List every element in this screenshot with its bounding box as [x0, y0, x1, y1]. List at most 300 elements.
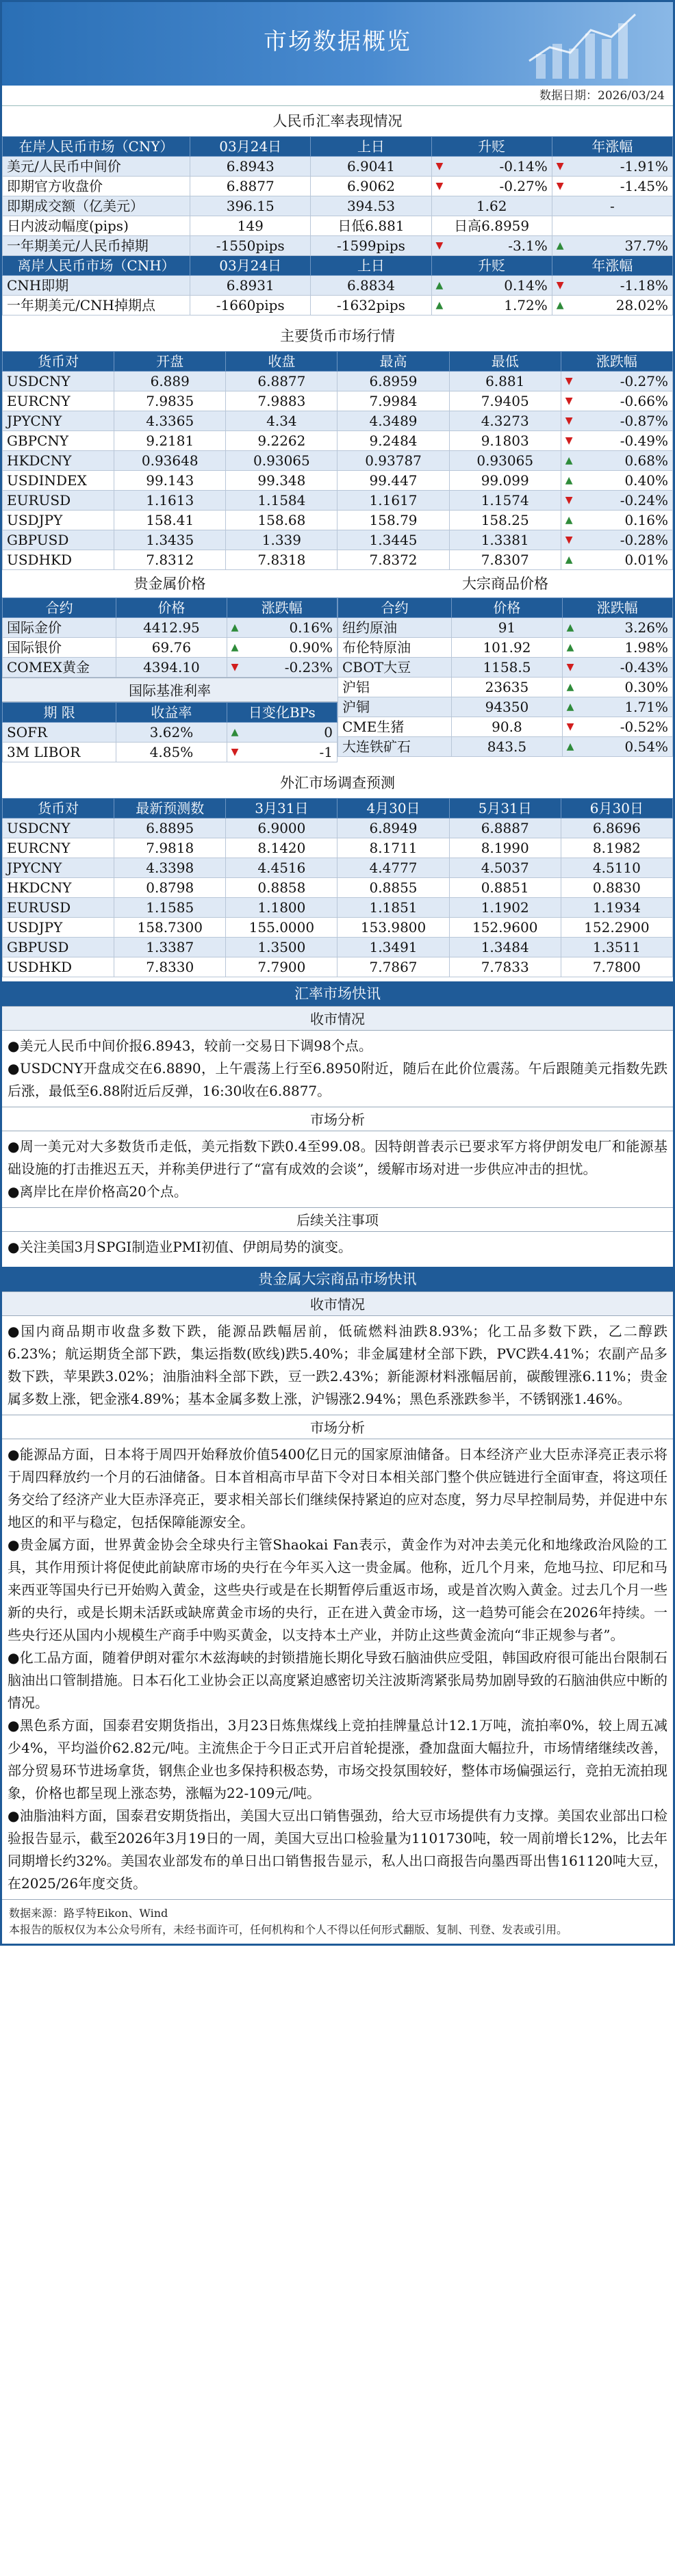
- paragraph: ●油脂油料方面，国泰君安期货指出，美国大豆出口销售强劲，给大豆市场提供有力支撑。美国农业部出口检验报告显示，截至2026年3月19日的一周，美国大豆出口检验量为1101730吨，较一周前增长12%，比去年同期增长约32%。美国农业部发布的单日出口销售报告显示，私人出口商报告向墨西哥出售161120吨大豆，在2025/26年度交货。: [8, 1807, 667, 1892]
- forecast-value: 1.1902: [449, 898, 561, 918]
- change-cell: [562, 697, 672, 717]
- forecast-value: 8.1982: [561, 838, 672, 858]
- change-value: 0.14%: [504, 276, 548, 294]
- change-cell: [552, 177, 672, 196]
- forecast-header-2: 3月31日: [226, 799, 338, 819]
- change-cell: [561, 451, 672, 471]
- up-arrow-icon: ▲: [231, 726, 239, 738]
- fx-open: 9.2181: [114, 431, 226, 451]
- change-value: 0.16%: [289, 619, 333, 636]
- fx-open: 1.1613: [114, 491, 226, 511]
- rmb-prev: -1632pips: [311, 296, 431, 315]
- fx-follow-text: [2, 1232, 673, 1263]
- change-value: 0.40%: [624, 472, 668, 489]
- table-row: [3, 276, 673, 296]
- table-row: [3, 938, 673, 957]
- change-cell: [227, 658, 337, 678]
- paragraph: ●关注美国3月SPGI制造业PMI初值、伊朗局势的演变。: [8, 1239, 353, 1255]
- commodity-analysis-text: [2, 1439, 673, 1899]
- forecast-value: 8.1711: [338, 838, 449, 858]
- fx-pair: USDINDEX: [3, 471, 114, 491]
- table-row: [3, 471, 673, 491]
- paragraph: ●离岸比在岸价格高20个点。: [8, 1183, 188, 1200]
- forecast-header-0: 货币对: [3, 799, 114, 819]
- table-row: [3, 196, 673, 216]
- fx-low: 1.1574: [449, 491, 561, 511]
- change-value: 1.71%: [624, 698, 668, 715]
- table-row: [338, 618, 673, 638]
- fx-close: 9.2262: [226, 431, 338, 451]
- change-value: -0.52%: [620, 718, 668, 735]
- rmb-prev: 日低6.881: [311, 216, 431, 236]
- fx-low: 9.1803: [449, 431, 561, 451]
- change-cell: [562, 737, 672, 757]
- paragraph: ●能源品方面，日本将于周四开始释放价值5400亿日元的国家原油储备。日本经济产业大臣赤泽亮正表示将于周四释放约一个月的石油储备。日本首相高市早苗下令对日本相关部门整个供应链进行全面审查，将这项任务交给了经济产业大臣赤泽亮正，要求相关部长们继续保持紧迫的应对态度，努力尽早控制局势，并促进中东地区的和平与稳定，包括保障能源安全。: [8, 1446, 667, 1530]
- forecast-value: 152.9600: [449, 918, 561, 938]
- change-value: -1.45%: [620, 177, 668, 194]
- change-value: -0.14%: [499, 157, 548, 175]
- forecast-value: 1.1851: [338, 898, 449, 918]
- change-cell: [562, 638, 672, 658]
- forecast-value: 1.3500: [226, 938, 338, 957]
- rmb-name: CNH即期: [3, 276, 190, 296]
- change-cell: [561, 411, 672, 431]
- change-cell: [561, 391, 672, 411]
- fx-open: 7.8312: [114, 550, 226, 570]
- paragraph: ●美元人民币中间价报6.8943，较前一交易日下调98个点。: [8, 1038, 372, 1054]
- data-source: 数据来源：路孚特Eikon、Wind: [9, 1907, 168, 1920]
- table-row: [338, 697, 673, 717]
- table-row: [3, 451, 673, 471]
- change-value: -0.43%: [620, 658, 668, 675]
- change-cell: [431, 236, 552, 256]
- paragraph: ●黑色系方面，国泰君安期货指出，3月23日炼焦煤线上竞拍挂牌量总计12.1万吨，流拍率0%，较上周五减少4%，平均溢价62.82元/吨。主流焦企于今日正式开启首轮提涨，叠加盘面大幅拉升，市场情绪继续改善，部分贸易环节进场拿货，钢焦企业也多保持积极态势，市场交投氛围较好，整体市场偏强运行，竞拍无流拍现象，价格也都呈现上涨态势，涨幅为22-109元/吨。: [8, 1717, 667, 1801]
- forecast-value: 6.8696: [561, 819, 672, 838]
- forecast-value: 0.8855: [338, 878, 449, 898]
- forecast-value: 7.8330: [114, 957, 226, 977]
- fx-follow-title: 后续关注事项: [2, 1207, 673, 1232]
- table-row: [338, 638, 673, 658]
- metals-header-0: 合约: [3, 598, 116, 618]
- forecast-value: 1.3387: [114, 938, 226, 957]
- metals-table: [2, 597, 338, 678]
- change-value: -1.91%: [620, 157, 668, 175]
- rmb-today: 6.8877: [190, 177, 311, 196]
- change-value: -1.18%: [620, 276, 668, 294]
- rmb-today: 149: [190, 216, 311, 236]
- up-arrow-icon: ▲: [231, 621, 239, 633]
- fx-close-title: 收市情况: [2, 1006, 673, 1031]
- change-value: 1.72%: [504, 296, 548, 313]
- forecast-value: 7.7900: [226, 957, 338, 977]
- forecast-header-3: 4月30日: [338, 799, 449, 819]
- change-cell: [561, 431, 672, 451]
- table-row: [3, 957, 673, 977]
- fx-high: 6.8959: [338, 372, 449, 391]
- change-value: -0.28%: [620, 531, 668, 548]
- change-cell: [561, 511, 672, 530]
- change-cell: [431, 276, 552, 296]
- forecast-value: 0.8830: [561, 878, 672, 898]
- fx-pair: JPYCNY: [3, 411, 114, 431]
- fx-pair: EURUSD: [3, 491, 114, 511]
- change-cell: [431, 296, 552, 315]
- forecast-value: 4.5037: [449, 858, 561, 878]
- change-value: 0.01%: [624, 551, 668, 568]
- fx-open: 6.889: [114, 372, 226, 391]
- fx-low: 4.3273: [449, 411, 561, 431]
- table-row: [3, 618, 338, 638]
- rmb-offshore-header-4: 年涨幅: [552, 256, 672, 276]
- table-row: [3, 878, 673, 898]
- item-name: 大连铁矿石: [338, 737, 452, 757]
- table-row: [3, 411, 673, 431]
- down-arrow-icon: ▼: [435, 160, 444, 172]
- fx-low: 99.099: [449, 471, 561, 491]
- fx-low: 7.9405: [449, 391, 561, 411]
- forecast-value: 1.3511: [561, 938, 672, 957]
- fx-close: 1.339: [226, 530, 338, 550]
- fx-pair: EURCNY: [3, 391, 114, 411]
- rates-table: [2, 702, 338, 762]
- rmb-onshore-header-1: 03月24日: [190, 137, 311, 157]
- down-arrow-icon: ▼: [231, 746, 239, 758]
- chart-decoration-icon: [522, 6, 659, 81]
- table-row: [3, 838, 673, 858]
- rmb-onshore-header-0: 在岸人民币市场（CNY）: [3, 137, 190, 157]
- paragraph: ●国内商品期市收盘多数下跌，能源品跌幅居前，低硫燃料油跌8.93%；化工品多数下跌，乙二醇跌6.23%；航运期货全部下跌，集运指数(欧线)跌5.40%；非金属建材全部下跌，PVC跌4.41%；农副产品多数下跌，苹果跌3.02%；油脂油料全部下跌，豆一跌2.43%；新能源材料涨幅居前，碳酸锂涨6.11%；贵金属多数上涨，钯金涨4.89%；基本金属多数上涨，沪锡涨2.94%；黑色系涨跌参半，不锈钢涨1.46%。: [8, 1323, 667, 1407]
- rmb-onshore-table: [2, 136, 673, 315]
- report-date: 数据日期：2026/03/24: [2, 86, 673, 106]
- forecast-value: 158.7300: [114, 918, 226, 938]
- change-value: 0: [324, 723, 333, 740]
- fx-close: 6.8877: [226, 372, 338, 391]
- rmb-prev: -1599pips: [311, 236, 431, 256]
- fx-analysis-text: [2, 1131, 673, 1207]
- item-value: 843.5: [452, 737, 562, 757]
- fx-close: 158.68: [226, 511, 338, 530]
- down-arrow-icon: ▼: [556, 180, 564, 192]
- forecast-pair: EURCNY: [3, 838, 114, 858]
- forecast-value: 0.8798: [114, 878, 226, 898]
- rmb-change: 日高6.8959: [431, 216, 552, 236]
- fx-close: 4.34: [226, 411, 338, 431]
- up-arrow-icon: ▲: [566, 740, 574, 752]
- change-cell: [561, 530, 672, 550]
- forecast-header-4: 5月31日: [449, 799, 561, 819]
- item-name: 沪铜: [338, 697, 452, 717]
- change-cell: [431, 177, 552, 196]
- fx-close-text: [2, 1031, 673, 1107]
- fx-pair: GBPUSD: [3, 530, 114, 550]
- down-arrow-icon: ▼: [435, 240, 444, 251]
- forecast-pair: JPYCNY: [3, 858, 114, 878]
- fx-high: 0.93787: [338, 451, 449, 471]
- change-cell: [552, 296, 672, 315]
- item-value: 1158.5: [452, 658, 562, 678]
- table-row: [3, 431, 673, 451]
- change-cell: [431, 157, 552, 177]
- item-name: CME生猪: [338, 717, 452, 737]
- rmb-today: 6.8931: [190, 276, 311, 296]
- fx-open: 99.143: [114, 471, 226, 491]
- rmb-name: 一年期美元/CNH掉期点: [3, 296, 190, 315]
- forecast-value: 153.9800: [338, 918, 449, 938]
- rmb-onshore-header-2: 上日: [311, 137, 431, 157]
- change-value: 37.7%: [624, 237, 668, 254]
- up-arrow-icon: ▲: [566, 621, 574, 633]
- up-arrow-icon: ▲: [565, 474, 573, 486]
- forecast-value: 4.4516: [226, 858, 338, 878]
- paragraph: ●化工品方面，随着伊朗对霍尔木兹海峡的封锁措施长期化导致石脑油供应受阻，韩国政府很可能出台限制石脑油出口管制措施。日本石化工业协会正以高度紧迫感密切关注波斯湾紧张局势加剧导致的石脑油供应中断的情况。: [8, 1649, 667, 1711]
- change-cell: [227, 723, 337, 743]
- rmb-prev: 394.53: [311, 196, 431, 216]
- change-cell: [552, 276, 672, 296]
- fx-open: 1.3435: [114, 530, 226, 550]
- item-value: 90.8: [452, 717, 562, 737]
- forecast-section-title: 外汇市场调查预测: [2, 768, 673, 798]
- change-cell: [562, 618, 672, 638]
- rmb-name: 一年期美元/人民币掉期: [3, 236, 190, 256]
- table-row: [3, 177, 673, 196]
- down-arrow-icon: ▼: [565, 534, 573, 545]
- change-cell: [562, 717, 672, 737]
- down-arrow-icon: ▼: [556, 160, 564, 172]
- change-cell: [227, 638, 337, 658]
- item-name: COMEX黄金: [3, 658, 116, 678]
- fx-low: 1.3381: [449, 530, 561, 550]
- rmb-prev: 6.8834: [311, 276, 431, 296]
- footer: [2, 1899, 673, 1944]
- fx-header-4: 最低: [449, 352, 561, 372]
- forecast-value: 1.1585: [114, 898, 226, 918]
- up-arrow-icon: ▲: [565, 514, 573, 526]
- up-arrow-icon: ▲: [565, 554, 573, 565]
- down-arrow-icon: ▼: [566, 721, 574, 732]
- rmb-offshore-header-3: 升贬: [431, 256, 552, 276]
- rmb-offshore-header-0: 离岸人民币市场（CNH）: [3, 256, 190, 276]
- fx-close: 0.93065: [226, 451, 338, 471]
- table-row: [3, 819, 673, 838]
- commod-header-0: 合约: [338, 598, 452, 618]
- up-arrow-icon: ▲: [556, 299, 564, 311]
- rmb-name: 即期成交额（亿美元）: [3, 196, 190, 216]
- table-row: [3, 638, 338, 658]
- fx-low: 0.93065: [449, 451, 561, 471]
- forecast-value: 6.8895: [114, 819, 226, 838]
- fx-high: 1.3445: [338, 530, 449, 550]
- rates-section-title: 国际基准利率: [2, 678, 338, 702]
- forecast-header-1: 最新预测数: [114, 799, 226, 819]
- up-arrow-icon: ▲: [566, 701, 574, 712]
- forecast-value: 8.1420: [226, 838, 338, 858]
- item-value: 4.85%: [116, 743, 227, 762]
- up-arrow-icon: ▲: [565, 454, 573, 466]
- forecast-pair: USDHKD: [3, 957, 114, 977]
- forecast-pair: GBPUSD: [3, 938, 114, 957]
- change-cell: [561, 471, 672, 491]
- commodities-section-title: 大宗商品价格: [462, 576, 548, 592]
- fx-header-0: 货币对: [3, 352, 114, 372]
- down-arrow-icon: ▼: [556, 279, 564, 291]
- commodity-close-title: 收市情况: [2, 1291, 673, 1316]
- fx-open: 7.9835: [114, 391, 226, 411]
- table-row: [3, 530, 673, 550]
- forecast-pair: USDJPY: [3, 918, 114, 938]
- forecast-value: 152.2900: [561, 918, 672, 938]
- table-row: [3, 918, 673, 938]
- forecast-value: 1.3491: [338, 938, 449, 957]
- change-cell: [552, 236, 672, 256]
- change-value: -3.1%: [508, 237, 548, 254]
- fx-table: [2, 351, 673, 570]
- table-row: [3, 723, 338, 743]
- fx-header-3: 最高: [338, 352, 449, 372]
- change-cell: [562, 658, 672, 678]
- rmb-change: 1.62: [431, 196, 552, 216]
- table-row: [3, 491, 673, 511]
- fx-high: 99.447: [338, 471, 449, 491]
- down-arrow-icon: ▼: [565, 395, 573, 407]
- item-value: 23635: [452, 678, 562, 697]
- table-row: [3, 658, 338, 678]
- table-row: [3, 296, 673, 315]
- forecast-value: 8.1990: [449, 838, 561, 858]
- down-arrow-icon: ▼: [231, 661, 239, 673]
- fx-low: 6.881: [449, 372, 561, 391]
- forecast-value: 6.8949: [338, 819, 449, 838]
- table-row: [338, 658, 673, 678]
- table-row: [338, 678, 673, 697]
- rmb-section-title: 人民币汇率表现情况: [2, 106, 673, 136]
- item-name: 3M LIBOR: [3, 743, 116, 762]
- forecast-value: 7.7867: [338, 957, 449, 977]
- fx-pair: USDJPY: [3, 511, 114, 530]
- fx-low: 7.8307: [449, 550, 561, 570]
- fx-header-5: 涨跌幅: [561, 352, 672, 372]
- metals-section-title: 贵金属价格: [133, 576, 206, 592]
- item-name: 沪铝: [338, 678, 452, 697]
- change-value: -1: [319, 743, 333, 760]
- fx-header-2: 收盘: [226, 352, 338, 372]
- down-arrow-icon: ▼: [565, 494, 573, 506]
- rmb-offshore-header-1: 03月24日: [190, 256, 311, 276]
- change-value: -0.27%: [620, 372, 668, 389]
- copyright-note: 本报告的版权仅为本公众号所有，未经书面许可，任何机构和个人不得以任何形式翻版、复制、刊登、发表或引用。: [9, 1923, 568, 1936]
- fx-analysis-title: 市场分析: [2, 1107, 673, 1131]
- paragraph: ●周一美元对大多数货币走低，美元指数下跌0.4至99.08。因特朗普表示已要求军方将伊朗发电厂和能源基础设施的打击推迟五天，并称美伊进行了“富有成效的会谈”，缓解市场对进一步供应冲击的担忧。: [8, 1138, 667, 1177]
- change-value: 0.16%: [624, 511, 668, 528]
- commod-header-1: 价格: [452, 598, 562, 618]
- up-arrow-icon: ▲: [231, 641, 239, 653]
- fx-high: 9.2484: [338, 431, 449, 451]
- forecast-header-5: 6月30日: [561, 799, 672, 819]
- forecast-value: 4.4777: [338, 858, 449, 878]
- change-cell: [552, 157, 672, 177]
- rmb-prev: 6.9062: [311, 177, 431, 196]
- table-row: [3, 236, 673, 256]
- fx-pair: GBPCNY: [3, 431, 114, 451]
- forecast-value: 4.5110: [561, 858, 672, 878]
- fx-pair: USDHKD: [3, 550, 114, 570]
- item-name: CBOT大豆: [338, 658, 452, 678]
- item-name: SOFR: [3, 723, 116, 743]
- fx-close: 7.9883: [226, 391, 338, 411]
- table-row: [3, 550, 673, 570]
- fx-header-1: 开盘: [114, 352, 226, 372]
- item-name: 布伦特原油: [338, 638, 452, 658]
- forecast-value: 1.1934: [561, 898, 672, 918]
- paragraph: ●USDCNY开盘成交在6.8890，上午震荡上行至6.8950附近，随后在此价位震荡。午后跟随美元指数先跌后涨，最低至6.88附近后反弹，16:30收在6.8877。: [8, 1060, 667, 1099]
- forecast-table: [2, 798, 673, 977]
- forecast-value: 1.1800: [226, 898, 338, 918]
- down-arrow-icon: ▼: [565, 415, 573, 426]
- rmb-today: 6.8943: [190, 157, 311, 177]
- item-value: 69.76: [116, 638, 227, 658]
- table-row: [3, 858, 673, 878]
- fx-high: 1.1617: [338, 491, 449, 511]
- commod-header-2: 涨跌幅: [562, 598, 672, 618]
- table-row: [3, 216, 673, 236]
- change-cell: [561, 550, 672, 570]
- forecast-value: 7.7833: [449, 957, 561, 977]
- up-arrow-icon: ▲: [566, 641, 574, 653]
- rmb-ytd: [552, 216, 672, 236]
- fx-low: 158.25: [449, 511, 561, 530]
- item-value: 91: [452, 618, 562, 638]
- commodity-close-text: [2, 1316, 673, 1415]
- down-arrow-icon: ▼: [566, 661, 574, 673]
- table-row: [3, 898, 673, 918]
- metals-header-1: 价格: [116, 598, 227, 618]
- change-value: 0.68%: [624, 452, 668, 469]
- item-value: 94350: [452, 697, 562, 717]
- rmb-prev: 6.9041: [311, 157, 431, 177]
- rmb-today: -1660pips: [190, 296, 311, 315]
- change-value: -0.66%: [620, 392, 668, 409]
- page-title: 市场数据概览: [264, 28, 411, 55]
- fx-high: 7.9984: [338, 391, 449, 411]
- fx-high: 4.3489: [338, 411, 449, 431]
- item-value: 101.92: [452, 638, 562, 658]
- rmb-name: 美元/人民币中间价: [3, 157, 190, 177]
- table-row: [3, 391, 673, 411]
- forecast-value: 7.7800: [561, 957, 672, 977]
- rates-header-1: 收益率: [116, 703, 227, 723]
- fx-open: 4.3365: [114, 411, 226, 431]
- item-value: 3.62%: [116, 723, 227, 743]
- rmb-onshore-header-4: 年涨幅: [552, 137, 672, 157]
- table-row: [3, 157, 673, 177]
- up-arrow-icon: ▲: [566, 681, 574, 693]
- rates-header-2: 日变化BPs: [227, 703, 337, 723]
- up-arrow-icon: ▲: [556, 240, 564, 251]
- fx-open: 0.93648: [114, 451, 226, 471]
- down-arrow-icon: ▼: [565, 435, 573, 446]
- table-row: [338, 737, 673, 757]
- up-arrow-icon: ▲: [435, 299, 444, 311]
- forecast-value: 155.0000: [226, 918, 338, 938]
- change-value: -0.27%: [499, 177, 548, 194]
- change-cell: [227, 618, 337, 638]
- fx-news-bar: 汇率市场快讯: [2, 981, 673, 1006]
- change-cell: [561, 372, 672, 391]
- up-arrow-icon: ▲: [435, 279, 444, 291]
- table-row: [338, 717, 673, 737]
- change-value: -0.87%: [620, 412, 668, 429]
- forecast-value: 1.3484: [449, 938, 561, 957]
- fx-high: 158.79: [338, 511, 449, 530]
